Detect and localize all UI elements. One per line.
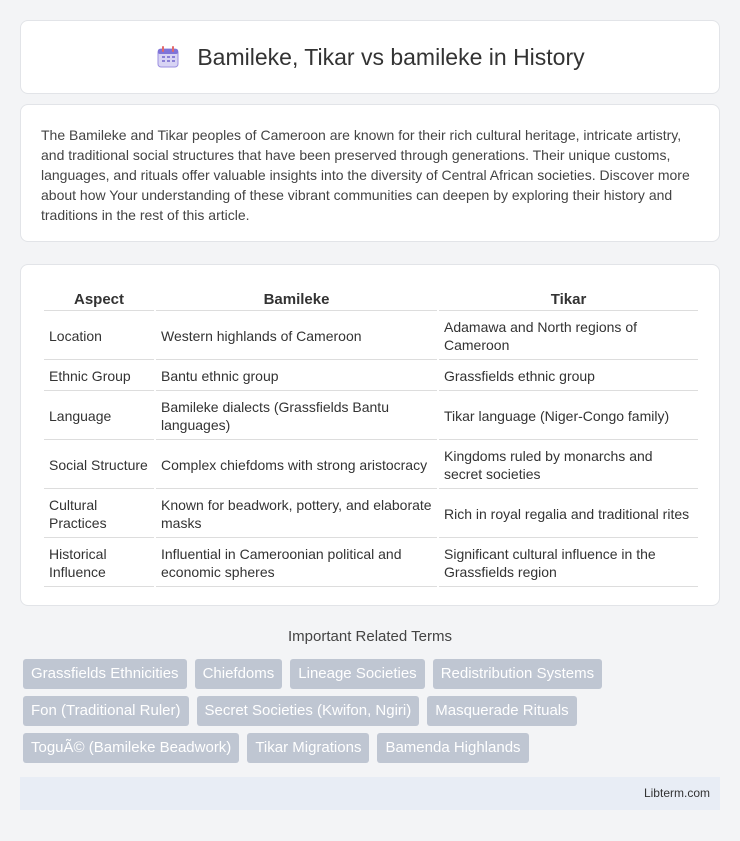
table-cell: Known for beadwork, pottery, and elaborate masks [156,491,437,538]
table-header: Tikar [439,287,698,311]
table-row [44,313,698,360]
footer-site-link[interactable]: Libterm.com [643,786,710,800]
table-cell: Historical Influence [44,540,154,587]
table-cell: Grassfields ethnic group [439,362,698,391]
table-row [44,393,698,440]
table-cell: Social Structure [44,442,154,489]
page-title: Bamileke, Tikar vs bamileke in History [197,43,585,70]
comparison-table-card [20,264,720,606]
table-row [44,442,698,489]
table-cell: Bamileke dialects (Grassfields Bantu languages) [156,393,437,440]
table-cell: Ethnic Group [44,362,154,391]
related-term-tag[interactable]: Chiefdoms [195,659,283,689]
tag-row [23,659,723,689]
table-cell: Location [44,313,154,360]
comparison-table [42,285,700,589]
related-term-tag[interactable]: Masquerade Rituals [427,696,576,726]
related-term-tag[interactable]: Bamenda Highlands [377,733,528,763]
related-term-tag[interactable]: Tikar Migrations [247,733,369,763]
table-cell: Rich in royal regalia and traditional rites [439,491,698,538]
related-term-tag[interactable]: Grassfields Ethnicities [23,659,187,689]
table-header-row [44,287,698,311]
related-term-tag[interactable]: ToguÃ© (Bamileke Beadwork) [23,733,239,763]
table-row [44,540,698,587]
related-terms-tags [23,659,723,770]
table-cell: Western highlands of Cameroon [156,313,437,360]
table-cell: Kingdoms ruled by monarchs and secret societies [439,442,698,489]
table-cell: Bantu ethnic group [156,362,437,391]
related-term-tag[interactable]: Lineage Societies [290,659,424,689]
related-term-tag[interactable]: Secret Societies (Kwifon, Ngiri) [197,696,420,726]
table-cell: Significant cultural influence in the Grassfields region [439,540,698,587]
tag-row [23,733,723,763]
table-cell: Tikar language (Niger-Congo family) [439,393,698,440]
related-term-tag[interactable]: Redistribution Systems [433,659,602,689]
table-header: Aspect [44,287,154,311]
calendar-icon [155,45,181,69]
intro-card [20,104,720,242]
table-cell: Influential in Cameroonian political and economic spheres [156,540,437,587]
header-card [20,20,720,94]
table-row [44,491,698,538]
table-row [44,362,698,391]
table-cell: Complex chiefdoms with strong aristocracy [156,442,437,489]
table-cell: Language [44,393,154,440]
intro-text: The Bamileke and Tikar peoples of Cameroon are known for their rich cultural heritage, intricate artistry, and traditional social structures that have been preserved through generations. Their unique customs, languages, and rituals offer valuable insights into the diversity of Central African societies. Discover more about how Your understanding of these vibrant communities can deepen by exploring their history and traditions in the rest of this article. [41,127,690,223]
table-header: Bamileke [156,287,437,311]
table-cell: Adamawa and North regions of Cameroon [439,313,698,360]
footer [20,777,720,810]
related-term-tag[interactable]: Fon (Traditional Ruler) [23,696,189,726]
related-terms-title: Important Related Terms [288,628,452,645]
tag-row [23,696,723,726]
table-cell: Cultural Practices [44,491,154,538]
